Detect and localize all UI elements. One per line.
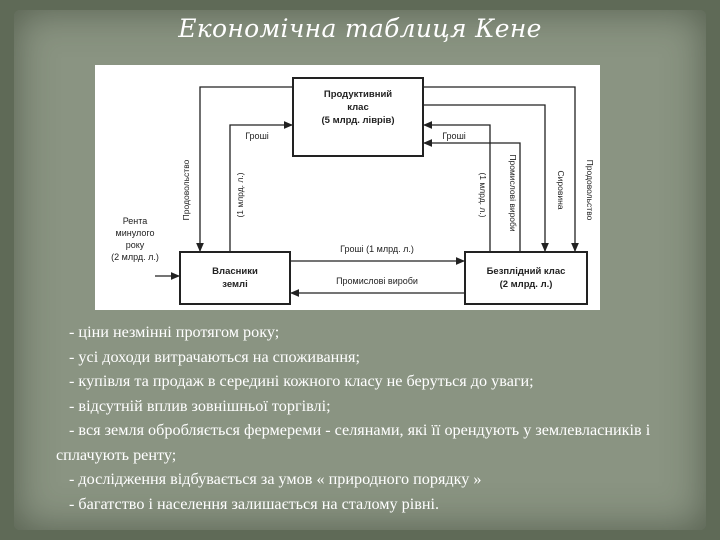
money-bottom-label: Гроші (1 млрд. л.) (340, 244, 414, 254)
sterile-class-box (465, 252, 587, 304)
landowners-label-1: Власники (212, 266, 258, 277)
list-item: - дослідження відбувається за умов « природного порядку » (69, 470, 482, 488)
landowners-label-2: землі (222, 279, 248, 290)
sterile-class-label-2: (2 млрд. л.) (499, 279, 553, 290)
arrow-food-to-sterile (423, 87, 575, 252)
arrow-goods-to-productive (423, 143, 520, 252)
rent-label-3: року (125, 240, 145, 250)
assumptions-list (56, 320, 676, 516)
productive-class-label-2: клас (347, 102, 369, 113)
slide-title: Економічна таблиця Кене (178, 14, 542, 43)
list-item: - ціни незмінні протягом року; (69, 323, 280, 341)
rent-label-4: (2 млрд. л.) (111, 252, 159, 262)
productive-class-label-1: Продуктивний (323, 89, 393, 100)
raw-materials-label: Сировина (556, 170, 566, 210)
list-item: - вся земля обробляється фермереми - селянами, які її орендують у землевласників і сплачують ренту; (56, 421, 651, 464)
rent-label-1: Рента (122, 216, 148, 226)
quesnay-diagram (95, 65, 600, 310)
food-left-label: Продовольство (181, 159, 191, 221)
money-left-label: Гроші (245, 131, 269, 141)
sterile-class-label-1: Безплідний клас (486, 266, 566, 277)
one-bln-right-label: (1 млрд. л.) (478, 172, 488, 218)
list-item: - купівля та продаж в середині кожного класу не беруться до уваги; (69, 372, 534, 390)
list-item: - багатство і населення залишається на сталому рівні. (69, 494, 440, 513)
industrial-goods-bottom-label: Промислові вироби (336, 276, 418, 286)
landowners-box (180, 252, 290, 304)
list-item: - усі доходи витрачаються на споживання; (69, 347, 360, 366)
food-right-label: Продовольство (585, 159, 595, 221)
list-item: - відсутній вплив зовнішньої торгівлі; (69, 396, 331, 415)
one-bln-left-label: (1 млрд. л.) (235, 172, 245, 218)
rent-label-2: минулого (115, 228, 155, 238)
industrial-goods-vertical-label: Промислові вироби (508, 154, 518, 232)
productive-class-label-3: (5 млрд. ліврів) (321, 115, 395, 126)
arrow-food-to-landowners (200, 87, 293, 252)
money-right-label: Гроші (442, 131, 466, 141)
